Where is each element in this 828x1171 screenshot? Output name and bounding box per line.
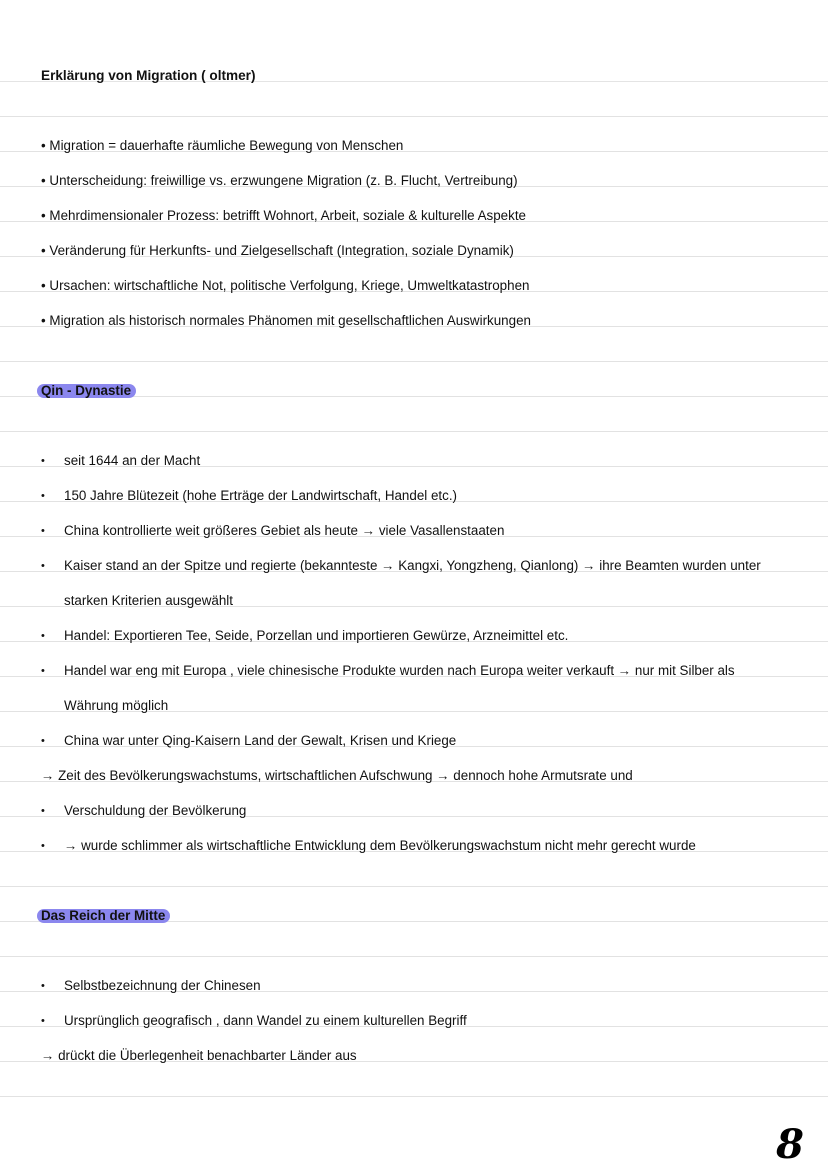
- bullet-icon: •: [41, 805, 45, 817]
- list-item: • Ursachen: wirtschaftliche Not, politische Verfolgung, Kriege, Umweltkatastrophen: [41, 278, 530, 293]
- ruled-line: [0, 431, 828, 432]
- bullet-icon: •: [41, 735, 45, 747]
- list-item: • Unterscheidung: freiwillige vs. erzwungene Migration (z. B. Flucht, Vertreibung): [41, 173, 518, 188]
- list-item: China war unter Qing-Kaisern Land der Gewalt, Krisen und Kriege: [64, 733, 457, 748]
- ruled-line: [0, 956, 828, 957]
- bullet-icon: •: [41, 980, 45, 992]
- list-item: Kaiser stand an der Spitze und regierte (bekannteste → Kangxi, Yongzheng, Qianlong) → ihre Beamten wurden unter: [64, 558, 761, 573]
- list-item: 150 Jahre Blütezeit (hohe Erträge der Landwirtschaft, Handel etc.): [64, 488, 458, 503]
- list-item: Selbstbezeichnung der Chinesen: [64, 978, 261, 993]
- bullet-icon: •: [41, 840, 45, 852]
- bullet-icon: •: [41, 490, 45, 502]
- arrow-line: → Zeit des Bevölkerungswachstums, wirtschaftlichen Aufschwung → dennoch hohe Armutsrate und: [41, 768, 633, 783]
- bullet-icon: •: [41, 455, 45, 467]
- section-title-reich: [41, 906, 170, 926]
- section-title-qin: [41, 381, 136, 401]
- list-item: Handel: Exportieren Tee, Seide, Porzellan und importieren Gewürze, Arzneimittel etc.: [64, 628, 569, 643]
- highlighted-heading: Das Reich der Mitte: [37, 909, 170, 923]
- list-item: • Migration = dauerhafte räumliche Bewegung von Menschen: [41, 138, 404, 153]
- list-item: seit 1644 an der Macht: [64, 453, 201, 468]
- list-item: → wurde schlimmer als wirtschaftliche Entwicklung dem Bevölkerungswachstum nicht mehr gerecht wurde: [64, 838, 696, 853]
- list-item: • Veränderung für Herkunfts- und Zielgesellschaft (Integration, soziale Dynamik): [41, 243, 514, 258]
- bullet-icon: •: [41, 1015, 45, 1027]
- ruled-line: [0, 1096, 828, 1097]
- bullet-icon: •: [41, 560, 45, 572]
- list-item: • Mehrdimensionaler Prozess: betrifft Wohnort, Arbeit, soziale & kulturelle Aspekte: [41, 208, 526, 223]
- page-number: 8: [776, 1121, 804, 1168]
- list-item: Handel war eng mit Europa , viele chinesische Produkte wurden nach Europa weiter verkauft → nur mit Silber als: [64, 663, 735, 678]
- ruled-line: [0, 361, 828, 362]
- bullet-icon: •: [41, 630, 45, 642]
- list-item: • Migration als historisch normales Phänomen mit gesellschaftlichen Auswirkungen: [41, 313, 531, 328]
- list-item: China kontrollierte weit größeres Gebiet als heute → viele Vasallenstaaten: [64, 523, 505, 538]
- ruled-line: [0, 886, 828, 887]
- section-title-migration: Erklärung von Migration ( oltmer): [41, 68, 256, 83]
- list-item-continuation: starken Kriterien ausgewählt: [64, 593, 233, 608]
- highlighted-heading: Qin - Dynastie: [37, 384, 136, 398]
- bullet-icon: •: [41, 665, 45, 677]
- list-item: Ursprünglich geografisch , dann Wandel zu einem kulturellen Begriff: [64, 1013, 467, 1028]
- arrow-line: → drückt die Überlegenheit benachbarter Länder aus: [41, 1048, 357, 1063]
- bullet-icon: •: [41, 525, 45, 537]
- list-item-continuation: Währung möglich: [64, 698, 169, 713]
- ruled-line: [0, 116, 828, 117]
- list-item: Verschuldung der Bevölkerung: [64, 803, 247, 818]
